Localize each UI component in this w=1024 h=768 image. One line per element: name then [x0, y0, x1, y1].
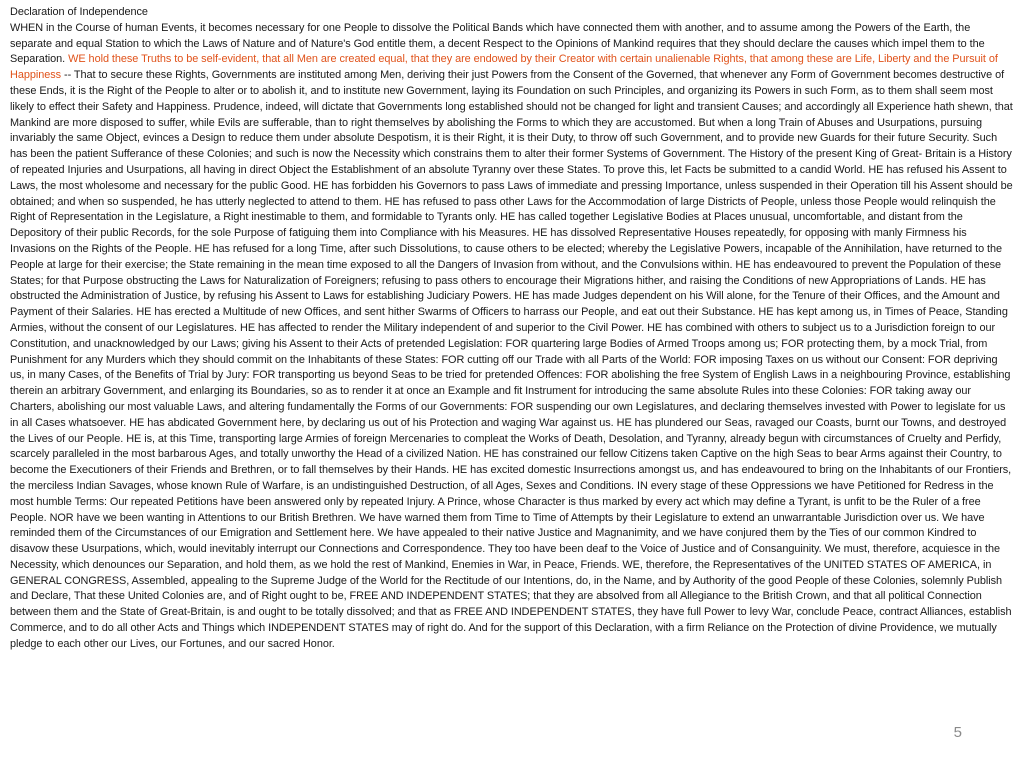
highlighted-passage: WE hold these Truths to be self-evident, that all Men are created equal, that they are endowed by their Creator with certain unalienable Rights, that among these are Life, Liberty and the Pursuit of Happiness [10, 53, 998, 82]
page-number: 5 [953, 724, 962, 741]
body-text: -- That to secure these Rights, Governments are instituted among Men, deriving their just Powers from the Consent of the Governed, that whenever any Form of Government becomes destructive of these Ends, it is the Right of the People to alter or to abolish it, and to institute new Government, laying its Foundation on such Principles, and organizing its Powers in such Form, as to them shall seem most likely to effect their Safety and Happiness. Prudence, indeed, will dictate that Governments long established should not be changed for light and transient Causes; and accordingly all Experience hath shewn, that Mankind are more disposed to suffer, while Evils are sufferable, than to right themselves by abolishing the Forms to which they are accustomed. But when a long Train of Abuses and Usurpations, pursuing invariably the same Object, evinces a Design to reduce them under absolute Despotism, it is their Right, it is their Duty, to throw off such Government, and to provide new Guards for their future Security. Such has been the patient Sufferance of these Colonies; and such is now the Necessity which constrains them to alter their former Systems of Government. The History of the present King of Great- Britain is a History of repeated Injuries and Usurpations, all having in direct Object the Establishment of an absolute Tyranny over these States. To prove this, let Facts be submitted to a candid World. HE has refused his Assent to Laws, the most wholesome and necessary for the public Good. HE has forbidden his Governors to pass Laws of immediate and pressing Importance, unless suspended in their Operation till his Assent should be obtained; and when so suspended, he has utterly neglected to attend to them. HE has refused to pass other Laws for the Accommodation of large Districts of People, unless those People would relinquish the Right of Representation in the Legislature, a Right inestimable to them, and formidable to Tyrants only. HE has called together Legislative Bodies at Places unusual, uncomfortable, and distant from the Depository of their public Records, for the sole Purpose of fatiguing them into Compliance with his Measures. HE has dissolved Representative Houses repeatedly, for opposing with manly Firmness his Invasions on the Rights of the People. HE has refused for a long Time, after such Dissolutions, to cause others to be elected; whereby the Legislative Powers, incapable of the Annihilation, have returned to the People at large for their exercise; the State remaining in the mean time exposed to all the Dangers of Invasion from without, and the Convulsions within. HE has endeavoured to prevent the Population of these States; for that Purpose obstructing the Laws for Naturalization of Foreigners; refusing to pass others to encourage their Migrations hither, and raising the Conditions of new Appropriations of Lands. HE has obstructed the Administration of Justice, by refusing his Assent to Laws for establishing Judiciary Powers. HE has made Judges dependent on his Will alone, for the Tenure of their Offices, and the Amount and Payment of their Salaries. HE has erected a Multitude of new Offices, and sent hither Swarms of Officers to harrass our People, and eat out their Substance. HE has kept among us, in Times of Peace, Standing Armies, without the consent of our Legislatures. HE has affected to render the Military independent of and superior to the Civil Power. HE has combined with others to subject us to a Jurisdiction foreign to our Constitution, and unacknowledged by our Laws; giving his Assent to their Acts of pretended Legislation: FOR quartering large Bodies of Armed Troops among us; FOR protecting them, by a mock Trial, from Punishment for any Murders which they should commit on the Inhabitants of these States: FOR cutting off our Trade with all Parts of the World: FOR imposing Taxes on us without our Consent: FOR depriving us, in many Cases, of the Benefits of Trial by Jury: FOR transporting us beyond Seas to be tried for pretended Offences: FOR abolishing the free System of English Laws in a neighbouring Province, establishing therein an arbitrary Government, and enlarging its Boundaries, so as to render it at once an Example and fit Instrument for introducing the same absolute Rules into these Colonies: FOR taking away our Charters, abolishing our most valuable Laws, and altering fundamentally the Forms of our Governments: FOR suspending our own Legislatures, and declaring themselves invested with Power to legislate for us in all Cases whatsoever. HE has abdicated Government here, by declaring us out of his Protection and waging War against us. HE has plundered our Seas, ravaged our Coasts, burnt our Towns, and destroyed the Lives of our People. HE is, at this Time, transporting large Armies of foreign Mercenaries to compleat the Works of Death, Desolation, and Tyranny, already begun with circumstances of Cruelty and Perfidy, scarcely paralleled in the most barbarous Ages, and totally unworthy the Head of a civilized Nation. HE has constrained our fellow Citizens taken Captive on the high Seas to bear Arms against their Country, to become the Executioners of their Friends and Brethren, or to fall themselves by their Hands. HE has excited domestic Insurrections amongst us, and has endeavoured to bring on the Inhabitants of our Frontiers, the merciless Indian Savages, whose known Rule of Warfare, is an undistinguished Destruction, of all Ages, Sexes and Conditions. IN every stage of these Oppressions we have Petitioned for Redress in the most humble Terms: Our repeated Petitions have been answered only by repeated Injury. A Prince, whose Character is thus marked by every act which may define a Tyrant, is unfit to be the Ruler of a free People. NOR have we been wanting in Attentions to our British Brethren. We have warned them from Time to Time of Attempts by their Legislature to extend an unwarrantable Jurisdiction over us. We have reminded them of the Circumstances of our Emigration and Settlement here. We have appealed to their native Justice and Magnanimity, and we have conjured them by the Ties of our common Kindred to disavow these Usurpations, which, would inevitably interrupt our Connections and Correspondence. They too have been deaf to the Voice of Justice and of Consanguinity. We must, therefore, acquiesce in the Necessity, which denounces our Separation, and hold them, as we hold the rest of Mankind, Enemies in War, in Peace, Friends. WE, therefore, the Representatives of the UNITED STATES OF AMERICA, in GENERAL CONGRESS, Assembled, appealing to the Supreme Judge of the World for the Rectitude of our Intentions, do, in the Name, and by Authority of the good People of these Colonies, solemnly Publish and Declare, That these United Colonies are, and of Right ought to be, FREE AND INDEPENDENT STATES; that they are absolved from all Allegiance to the British Crown, and that all political Connection between them and the State of Great-Britain, is and ought to be totally dissolved; and that as FREE AND INDEPENDENT STATES, they have full Power to levy War, conclude Peace, contract Alliances, establish Commerce, and to do all other Acts and Things which INDEPENDENT STATES may of right do. And for the support of this Declaration, with a firm Reliance on the Protection of divine Providence, we mutually pledge to each other our Lives, our Fortunes, and our sacred Honor. [10, 69, 1013, 650]
document-body [10, 21, 1014, 653]
intro-text: WHEN in the Course of human Events, it becomes necessary for one People to dissolve the Political Bands which have connected them with another, and to assume among the Powers of the Earth, the separate and equal Station to which the Laws of Nature and of Nature's God entitle them, a decent Respect to the Opinions of Mankind requires that they should declare the causes which impel them to the Separation. [10, 21, 985, 66]
document-title: Declaration of Independence [10, 6, 148, 18]
document-content [10, 5, 1014, 653]
